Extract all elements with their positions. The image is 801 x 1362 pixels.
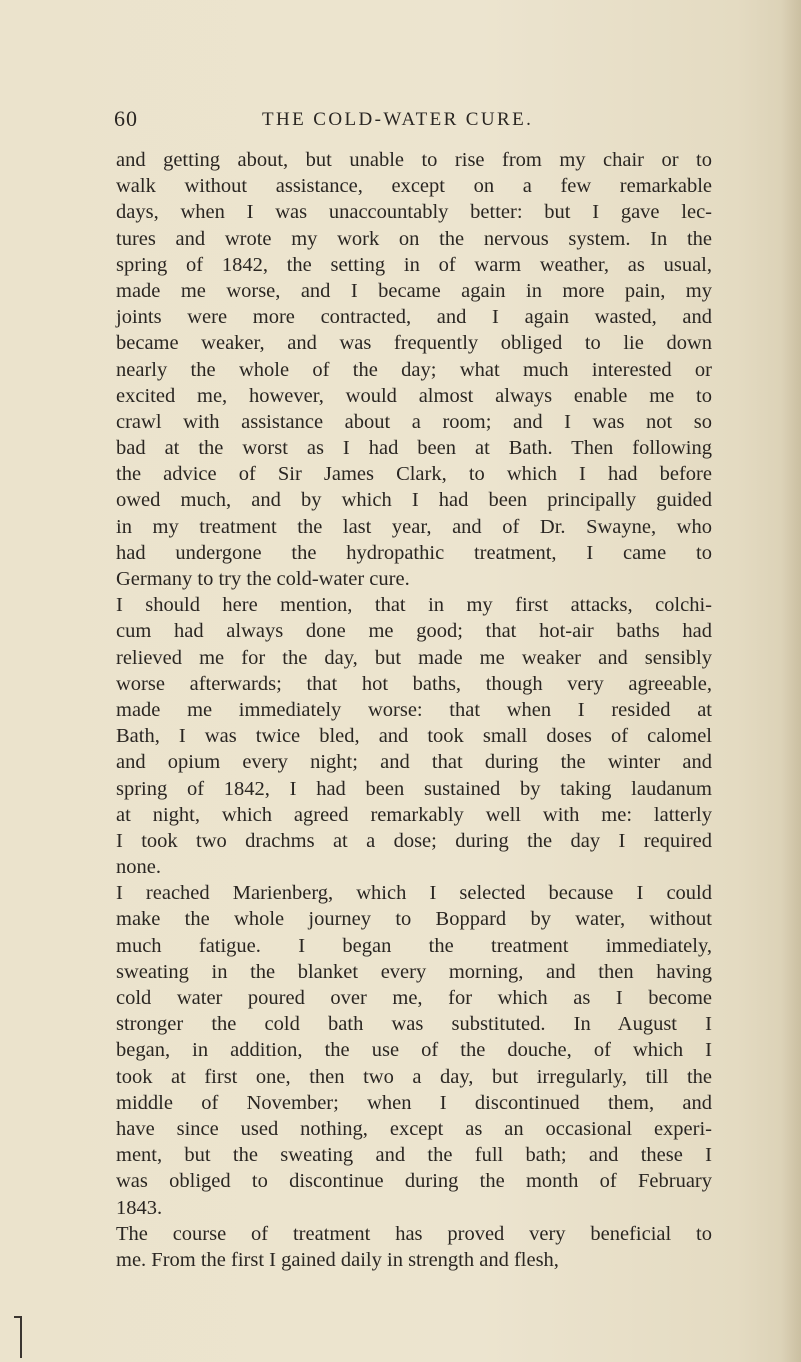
text-line: was obliged to discontinue during the month of February xyxy=(116,1170,712,1193)
text-line: days, when I was unaccountably better: but I gave lec- xyxy=(116,201,712,224)
text-line: make the whole journey to Boppard by water, without xyxy=(116,908,712,931)
text-line: sweating in the blanket every morning, and then having xyxy=(116,960,712,983)
text-line: cum had always done me good; that hot-air baths had xyxy=(116,620,712,643)
page-number: 60 xyxy=(114,106,138,131)
text-line: and opium every night; and that during the winter and xyxy=(116,751,712,774)
text-line: and getting about, but unable to rise from my chair or to xyxy=(116,149,712,171)
text-line: spring of 1842, I had been sustained by taking laudanum xyxy=(116,777,712,800)
text-line: the advice of Sir James Clark, to which I had before xyxy=(116,463,712,486)
text-line: crawl with assistance about a room; and I was not so xyxy=(116,410,712,433)
text-line: I should here mention, that in my first attacks, colchi- xyxy=(116,594,712,617)
text-line: excited me, however, would almost always enable me to xyxy=(116,384,712,407)
text-line: 1843. xyxy=(116,1196,163,1219)
text-line: bad at the worst as I had been at Bath. Then following xyxy=(116,437,712,460)
text-line: much fatigue. I began the treatment immediately, xyxy=(116,934,712,957)
text-line: began, in addition, the use of the douche, of which I xyxy=(116,1039,712,1062)
text-line: had undergone the hydropathic treatment, I came to xyxy=(116,541,712,564)
text-line: Germany to try the cold-water cure. xyxy=(116,568,410,590)
text-line: owed much, and by which I had been principally guided xyxy=(116,489,712,512)
text-line: none. xyxy=(116,856,161,879)
running-head: THE COLD-WATER CURE. xyxy=(262,109,534,130)
text-line: relieved me for the day, but made me weaker and sensibly xyxy=(116,646,712,669)
text-line: The course of treatment has proved very beneficial to xyxy=(116,1222,712,1245)
text-line: I took two drachms at a dose; during the day I required xyxy=(116,829,712,852)
text-line: have since used nothing, except as an occasional experi- xyxy=(116,1117,712,1140)
text-line: Bath, I was twice bled, and took small doses of calomel xyxy=(116,725,712,748)
text-line: at night, which agreed remarkably well with me: latterly xyxy=(116,803,712,826)
text-line: became weaker, and was frequently obliged to lie down xyxy=(116,332,712,355)
page-header xyxy=(0,106,801,136)
text-line: worse afterwards; that hot baths, though very agreeable, xyxy=(116,672,712,695)
text-line: me. From the first I gained daily in strength and flesh, xyxy=(116,1248,559,1271)
text-line: in my treatment the last year, and of Dr. Swayne, who xyxy=(116,515,712,538)
body-text xyxy=(116,147,712,1273)
text-line: I reached Marienberg, which I selected because I could xyxy=(116,882,712,905)
text-line: middle of November; when I discontinued them, and xyxy=(116,1091,712,1114)
text-line: ment, but the sweating and the full bath; and these I xyxy=(116,1144,712,1167)
text-line: tures and wrote my work on the nervous system. In the xyxy=(116,227,712,250)
text-line: stronger the cold bath was substituted. In August I xyxy=(116,1013,712,1036)
page-edge-shadow xyxy=(781,0,801,1362)
corner-mark xyxy=(14,1316,22,1358)
text-line: walk without assistance, except on a few remarkable xyxy=(116,175,712,198)
text-line: made me worse, and I became again in more pain, my xyxy=(116,279,712,302)
text-line: cold water poured over me, for which as I become xyxy=(116,987,712,1009)
text-line: spring of 1842, the setting in of warm weather, as usual, xyxy=(116,253,712,276)
text-line: took at first one, then two a day, but irregularly, till the xyxy=(116,1065,712,1088)
text-line: joints were more contracted, and I again wasted, and xyxy=(116,306,712,329)
text-line: made me immediately worse: that when I resided at xyxy=(116,698,712,721)
text-line: nearly the whole of the day; what much interested or xyxy=(116,358,712,381)
